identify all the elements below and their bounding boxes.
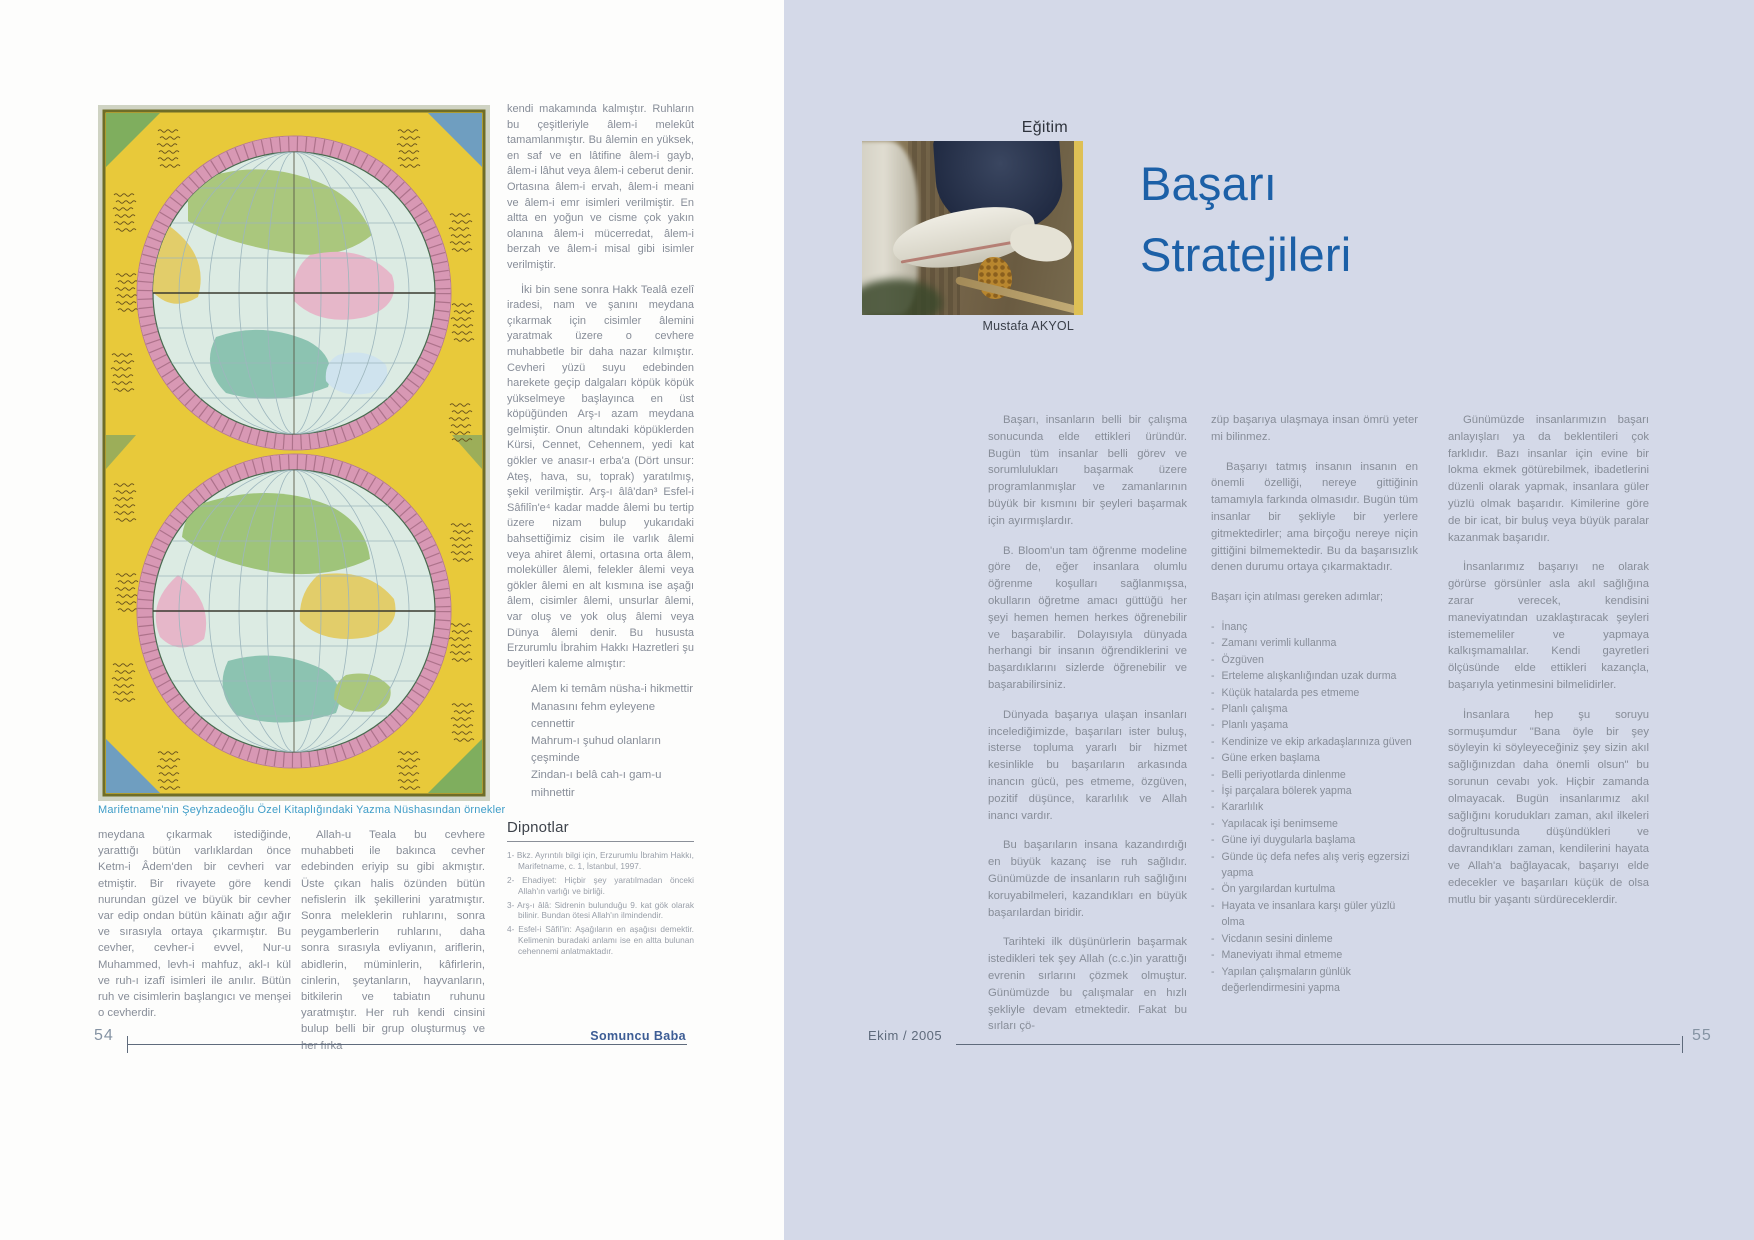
paragraph: Başarı, insanların belli bir çalışma sonucunda elde ettikleri üründür. Bugün tüm insanlar belli görev ve sorumlulukları başarmak üzere programlanmışlar ve zamanlarının büyük bir kısmını bir şeyleri başarmak için ayırmışlardır.	[988, 414, 1187, 527]
paragraph: Günümüzde insanlarımızın başarı anlayışları ya da beklentileri çok farklıdır. Bazı insanlar için evine bir lokma ekmek götürebilmek, ibadetlerini düzenli olarak yapmak, insanlara güler yüzlü olmak başarıdır. Kimilerine göre de bir icat, bir buluş veya büyük paralar kazanmak başarıdır.	[1448, 414, 1649, 544]
list-dash: -	[1211, 932, 1215, 945]
footnote: 2- Ehadiyet: Hiçbir şey yaratılmadan önceki Allah'ın varlığı ve birliği.	[507, 874, 694, 896]
footer-rule-right	[956, 1044, 1680, 1045]
article-photo	[862, 141, 1074, 315]
poem-line: Zindan-ı belâ cah-ı gam-u mihnettir	[531, 769, 662, 799]
paragraph: İki bin sene sonra Hakk Tealâ ezelî iradesi, nam ve şanını meydana çıkarmak için cisimler âlemini yaratmak üzere o cevhere muhabbetle bir daha nazar kılmıştır. Cevheri yüzü suyu edebinden harekete geçip dalgaları köpük köpük yükselmeye başlayınca en üst köpüğünden Arş-ı azam meydana gelmiştir. Onun altındaki köpüklerden Kürsi, Cennet, Cehennem, yedi kat gökler ve anasır-ı erba'a (Dört unsur: Ateş, hava, su, toprak) yaratılmış, şekil verilmiştir. Arş-ı âlâ'dan³ Esfel-i Sâfilîn'e⁴ kadar madde âlemi bu tertip üzere nizam bulup yukarıdaki bahsettiğimiz cisim ile varlık âlemi veya ahiret âlemi, ortasına orta âlem, moleküller âlemi, felekler âlemi veya gökler âlemi en alt kısmına ise aşağı âlem, cisimler âlemi, unsurlar âlemi, var oluş ve yok oluş âlemi veya Dünya âlemi denir. Bu hususta Erzurumlu İbrahim Hakkı Hazretleri şu beyitleri kaleme almıştır:	[507, 283, 694, 670]
photo-branch	[955, 276, 1074, 314]
paragraph: B. Bloom'un tam öğrenme modeline göre de, eğer insanlara olumlu öğrenme koşulları sağlanmışsa, okulların öğretme amacı güttüğü her şeyi hemen hemen herkes öğrenebilir ve başarabilir. Dolayısıyla dünyada herhangi bir insanın öğrendiklerini ve başardıklarını sizlerde öğrenebilir ve başarabilirsiniz.	[988, 544, 1187, 691]
list-item: - Planlı yaşama	[1211, 717, 1418, 733]
left-page-column-2	[301, 827, 485, 1067]
article-title-line1: Başarı	[1140, 157, 1278, 210]
list-dash: -	[1211, 653, 1215, 666]
paragraph: Başarıyı tatmış insanın insanın en önemli özelliği, nereye gittiğinin tamamıyla farkında olmasıdır. Bugün tüm insanlar bir şekliyle bir yerlere gitmektedirler; ama birçoğu nereye niçin gittiğini bilmemektedir. Bu da başarısızlık denen durumu ortaya çıkarmaktadır.	[1211, 460, 1418, 574]
manuscript-map-figure	[98, 105, 490, 801]
list-item: - İşi parçalara bölerek yapma	[1211, 783, 1418, 799]
map-caption: Marifetname'nin Şeyhzadeoğlu Özel Kitaplığındaki Yazma Nüshasından örnekler	[98, 804, 506, 816]
list-item: - Zamanı verimli kullanma	[1211, 635, 1418, 651]
list-dash: -	[1211, 620, 1215, 633]
list-item: - Ön yargılardan kurtulma	[1211, 881, 1418, 897]
list-item: - Planlı çalışma	[1211, 701, 1418, 717]
paragraph: İnsanlarımız başarıyı ne olarak görürse görsünler asla akıl sağlığına zarar verecek, kendisini maneviyatından uzaklaştıracak şeyleri istememeliler ve yapmaya kalkışmamalılar. Kendi gayretleri ölçüsünde elde ettikleri kazançla, başarıyla yetinmesini bilmelidirler.	[1448, 561, 1649, 691]
list-dash: -	[1211, 735, 1215, 748]
paragraph: meydana çıkarmak istediğinde, yarattığı bütün varlıklardan önce Ketm-i Âdem'den bir cevheri var etmiştir. Bir rivayete göre kendi nurundan güzel ve büyük bir cevher var edip ondan bütün kâinatı ağır ağır ve sırasıyla ortaya çıkarmıştır. Bu cevher, cevher-i evvel, Nur-u Muhammed, levh-i mahfuz, akl-ı kül ve ruh-ı izafî isimleri ile anılır. Bütün ruh ve cisimlerin başlangıcı ve menşei o cevherdir.	[98, 829, 291, 1020]
paragraph: İnsanlara hep şu soruyu sormuşumdur "Bana öyle bir şey söyleyin ki söyleyeceğiniz şey sizin akıl sağlığınızdan daha önemli olsun" bu sorunun cevabı yok. Hiçbir zamanda olmayacak. Bugün insanlarımız akıl sağlığını korudukları zaman, akıl ilkeleri doğrultusunda düşündükleri ve davrandıkları zaman, kendilerini hayata ve Allah'a bağlayacak, başarıyı elde edecekler ve başarıları küçük de olsa mutlu bir yaşantı sürdüreceklerdir.	[1448, 708, 1649, 906]
list-dash: -	[1211, 949, 1215, 962]
footnotes-divider	[507, 841, 694, 842]
list-item: - Kendinize ve ekip arkadaşlarınıza güven	[1211, 734, 1418, 750]
map-hemisphere-north	[137, 136, 451, 450]
list-item: - Güne erken başlama	[1211, 750, 1418, 766]
paragraph: kendi makamında kalmıştır. Ruhların bu çeşitleriyle âlem-i melekût tamamlanmıştır. Bu âlemin en yüksek, en saf ve en lâtifine âlem-i gayb, âlem-i lâhut veya âlem-i ceberut denir. Ortasına âlem-i ervah, âlem-i meani ve âlem-i emr isimleri verilmiştir. En altta en yoğun ve cisme çok yakın olanına âlem-i mücerredat, âlem-i berzah ve âlem-i misal gibi isimler verilmiştir.	[507, 103, 694, 271]
list-dash: -	[1211, 637, 1215, 650]
ottoman-world-map-illustration	[98, 105, 490, 801]
list-dash: -	[1211, 703, 1215, 715]
left-page-number: 54	[94, 1027, 114, 1044]
article-column-2	[1211, 412, 1418, 996]
author-byline: Mustafa AKYOL	[982, 319, 1074, 333]
poem-block	[531, 681, 694, 801]
list-item: - Kararlılık	[1211, 799, 1418, 815]
footnote: 1- Bkz. Ayrıntılı bilgi için, Erzurumlu İbrahim Hakkı, Marifetname, c. 1, İstanbul, 1997.	[507, 850, 694, 872]
footer-tick-right	[1682, 1036, 1683, 1053]
footnotes-section	[507, 820, 694, 957]
list-item: - Güne iyi duygularla başlama	[1211, 832, 1418, 848]
list-item: - Günde üç defa nefes alış veriş egzersizi yapma	[1211, 849, 1418, 882]
poem-line: Alem ki temâm nüsha-i hikmettir	[531, 683, 694, 696]
list-dash: -	[1211, 686, 1215, 699]
list-dash: -	[1211, 752, 1215, 765]
left-page-column-1	[98, 827, 291, 1034]
list-dash: -	[1211, 965, 1215, 978]
issue-date: Ekim / 2005	[868, 1028, 943, 1043]
footnote: 4- Esfel-i Sâfil'in: Aşağıların en aşağısı demektir. Kelimenin buradaki anlamı ise en altta bulunan cehennemi anlatmaktadır.	[507, 924, 694, 956]
list-dash: -	[1211, 801, 1215, 814]
right-page	[784, 0, 1754, 1240]
list-dash: -	[1211, 768, 1215, 781]
footnote: 3- Arş-ı âlâ: Sidrenin bulunduğu 9. kat gök olarak bilinir. Bundan ötesi Allah'ın ilmindendir.	[507, 899, 694, 921]
right-page-number: 55	[1692, 1027, 1712, 1044]
map-hemisphere-south	[137, 454, 451, 768]
left-page-right-column	[507, 102, 694, 960]
photo-sneaker-toe	[1008, 221, 1074, 265]
list-dash: -	[1211, 670, 1215, 683]
list-item: - Maneviyatı ihmal etmeme	[1211, 947, 1418, 963]
steps-list	[1211, 619, 1418, 996]
list-item: - Vicdanın sesini dinleme	[1211, 931, 1418, 947]
paragraph: Allah-u Teala bu cevhere muhabbeti ile bakınca cevher edebinden eriyip su gibi akmıştır. Üste çıkan halis özünden bütün nefislerin ilk şekillerini yaratmıştır. Sonra meleklerin ruhlarını, sonra peygamberlerin ruhlarını, daha sonra sırasıyla evliyanın, ariflerin, abidlerin, müminlerin, kâfirlerin, cinlerin, şeytanların, hayvanların, bitkilerin ve tabiatın ruhunu yaratmıştır. Her ruh kendi cinsini bulup belli bir grup oluşturmuş ve her fırka	[301, 829, 485, 1052]
steps-intro: Başarı için atılması gereken adımlar;	[1211, 591, 1383, 604]
list-item: - Erteleme alışkanlığından uzak durma	[1211, 668, 1418, 684]
section-label: Eğitim	[1021, 119, 1068, 136]
poem-line: Manasını fehm eyleyene cennettir	[531, 700, 656, 730]
footer-rule-left	[127, 1044, 687, 1045]
article-column-3	[1448, 412, 1649, 921]
list-item: - Yapılan çalışmaların günlük değerlendirmesini yapma	[1211, 964, 1418, 997]
poem-line: Mahrum-ı şuhud olanların çeşminde	[531, 734, 661, 765]
list-item: - Yapılacak işi benimseme	[1211, 816, 1418, 832]
paragraph: Tarihteki ilk düşünürlerin başarmak istedikleri tek şey Allah (c.c.)in yarattığı evrenin sırlarını çözmek olmuştur. Günümüzde bu çalışmalar en hızlı şekliyle devam etmektedir. Fakat bu sırları çö-	[988, 936, 1187, 1033]
article-title-line2: Stratejileri	[1140, 228, 1352, 281]
list-dash: -	[1211, 817, 1215, 830]
list-dash: -	[1211, 883, 1215, 896]
photo-accent-bar	[1074, 141, 1083, 315]
list-dash: -	[1211, 850, 1215, 863]
list-item: - Belli periyotlarda dinlenme	[1211, 767, 1418, 783]
paragraph: Bu başarıların insana kazandırdığı en büyük kazanç ise ruh sağlıdır. Günümüzde de insanların ruh sağlığını koruyabilmeleri, kazandıkları en büyük başarılardan biridir.	[988, 839, 1187, 919]
list-item: - Özgüven	[1211, 652, 1418, 668]
footnotes-title: Dipnotlar	[507, 818, 569, 836]
list-dash: -	[1211, 719, 1215, 732]
article-title	[1140, 148, 1351, 290]
paragraph: Dünyada başarıya ulaşan insanları incelediğimizde, başarıları ister buluş, isterse topluma yararlı bir hizmet kesinlikle bu başarıların arkasında inancın gücü, pes etmeme, özgüven, pozitif düşünce, kararlılık ve Allah inancı vardır.	[988, 708, 1187, 822]
list-item: - Hayata ve insanlara karşı güler yüzlü olma	[1211, 898, 1418, 931]
paragraph: züp başarıya ulaşmaya insan ömrü yeter mi bilinmez.	[1211, 414, 1418, 443]
list-dash: -	[1211, 785, 1215, 798]
list-item: - İnanç	[1211, 619, 1418, 635]
article-column-1	[988, 412, 1187, 1048]
list-dash: -	[1211, 834, 1215, 847]
list-dash: -	[1211, 899, 1215, 912]
list-item: - Küçük hatalarda pes etmeme	[1211, 685, 1418, 701]
magazine-name: Somuncu Baba	[590, 1029, 686, 1043]
